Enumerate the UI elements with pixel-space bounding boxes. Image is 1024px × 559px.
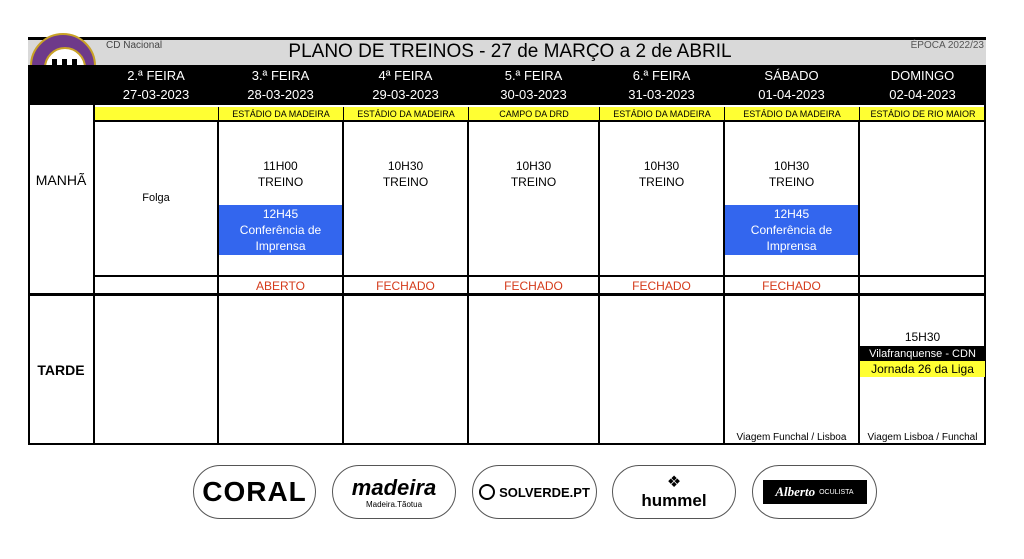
- date: 02-04-2023: [889, 87, 956, 102]
- venue-tue: ESTÁDIO DA MADEIRA: [218, 107, 343, 120]
- venue-fri: ESTÁDIO DA MADEIRA: [599, 107, 724, 120]
- day-header-thu: [468, 65, 599, 105]
- row-label-afternoon: TARDE: [37, 362, 85, 378]
- weekday: DOMINGO: [890, 68, 955, 83]
- match-label: Vilafranquense - CDN: [860, 346, 985, 361]
- alberto-sub: OCULISTA: [819, 488, 854, 496]
- sponsor-alberto-logo: [752, 465, 877, 519]
- session-time: 10H30: [643, 159, 680, 173]
- madeira-wordmark: madeira: [351, 474, 437, 500]
- status-tue: ABERTO: [256, 279, 305, 293]
- session-fri: [599, 157, 724, 191]
- day-off-label: Folga: [142, 192, 170, 204]
- session-time: 10H30: [773, 159, 810, 173]
- header-corner: [28, 65, 94, 105]
- row-label-morning: MANHÃ: [35, 172, 87, 188]
- sponsor-hummel-logo: [612, 465, 736, 519]
- venue-sun: ESTÁDIO DE RIO MAIOR: [859, 107, 986, 120]
- status-wed: FECHADO: [376, 279, 435, 293]
- date: 29-03-2023: [372, 87, 439, 102]
- press-label: Imprensa: [766, 239, 817, 253]
- session-activity: TREINO: [638, 175, 685, 189]
- press-conference-sat: [725, 205, 858, 255]
- travel-note-sun: Viagem Lisboa / Funchal: [867, 431, 978, 443]
- session-sat: [724, 157, 859, 191]
- date: 30-03-2023: [500, 87, 567, 102]
- weekday: SÁBADO: [764, 68, 819, 83]
- madeira-tagline: Madeira.Tãotua: [365, 499, 423, 509]
- date: 01-04-2023: [758, 87, 825, 102]
- grid-line: [94, 120, 986, 122]
- date: 28-03-2023: [247, 87, 314, 102]
- season-label: ÉPOCA 2022/23: [910, 40, 984, 51]
- session-activity: TREINO: [510, 175, 557, 189]
- match-time: 15H30: [904, 330, 941, 344]
- page-title: PLANO DE TREINOS - 27 de MARÇO a 2 de ABRIL: [288, 41, 732, 62]
- venue-wed: ESTÁDIO DA MADEIRA: [343, 107, 468, 120]
- day-header-tue: [218, 65, 343, 105]
- grid-line: [94, 275, 986, 277]
- status-thu: FECHADO: [504, 279, 563, 293]
- travel-note-sat: Viagem Funchal / Lisboa: [736, 431, 847, 443]
- round-label: Jornada 26 da Liga: [860, 361, 985, 377]
- day-header-mon: [94, 65, 218, 105]
- solverde-wordmark: SOLVERDE.PT: [499, 484, 590, 500]
- venue-thu: CAMPO DA DRD: [468, 107, 599, 120]
- weekday: 6.ª FEIRA: [632, 68, 691, 83]
- sponsor-solverde-logo: [472, 465, 597, 519]
- session-tue: [218, 157, 343, 191]
- day-header-wed: [343, 65, 468, 105]
- hummel-wordmark: hummel: [641, 491, 707, 510]
- day-header-fri: [599, 65, 724, 105]
- date: 31-03-2023: [628, 87, 695, 102]
- date: 27-03-2023: [122, 87, 190, 102]
- session-wed: [343, 157, 468, 191]
- sponsor-madeira-logo: [332, 465, 456, 519]
- weekday: 2.ª FEIRA: [127, 68, 185, 83]
- press-time: 12H45: [262, 207, 299, 221]
- solverde-icon: [479, 484, 495, 500]
- weekday: 5.ª FEIRA: [504, 68, 563, 83]
- press-label: Imprensa: [255, 239, 306, 253]
- status-sat: FECHADO: [762, 279, 821, 293]
- alberto-wordmark: Alberto: [775, 484, 816, 499]
- sponsor-coral-logo: [193, 465, 316, 519]
- weekday: 4ª FEIRA: [378, 68, 433, 83]
- press-time: 12H45: [773, 207, 810, 221]
- press-label: Conferência de: [239, 223, 322, 237]
- session-activity: TREINO: [382, 175, 429, 189]
- venue-sat: ESTÁDIO DA MADEIRA: [724, 107, 859, 120]
- day-header-sat: [724, 65, 859, 105]
- session-time: 10H30: [387, 159, 424, 173]
- weekday: 3.ª FEIRA: [251, 68, 310, 83]
- session-activity: TREINO: [257, 175, 304, 189]
- day-header-sun: [859, 65, 986, 105]
- coral-wordmark: CORAL: [202, 476, 307, 507]
- session-time: 11H00: [263, 159, 298, 173]
- alberto-badge: [763, 480, 867, 504]
- session-activity: TREINO: [768, 175, 815, 189]
- press-conference-tue: [219, 205, 342, 255]
- session-time: 10H30: [515, 159, 552, 173]
- press-label: Conferência de: [750, 223, 833, 237]
- session-thu: [468, 157, 599, 191]
- club-name: CD Nacional: [106, 40, 163, 51]
- hummel-bee-icon: ❖: [666, 474, 682, 491]
- status-fri: FECHADO: [632, 279, 691, 293]
